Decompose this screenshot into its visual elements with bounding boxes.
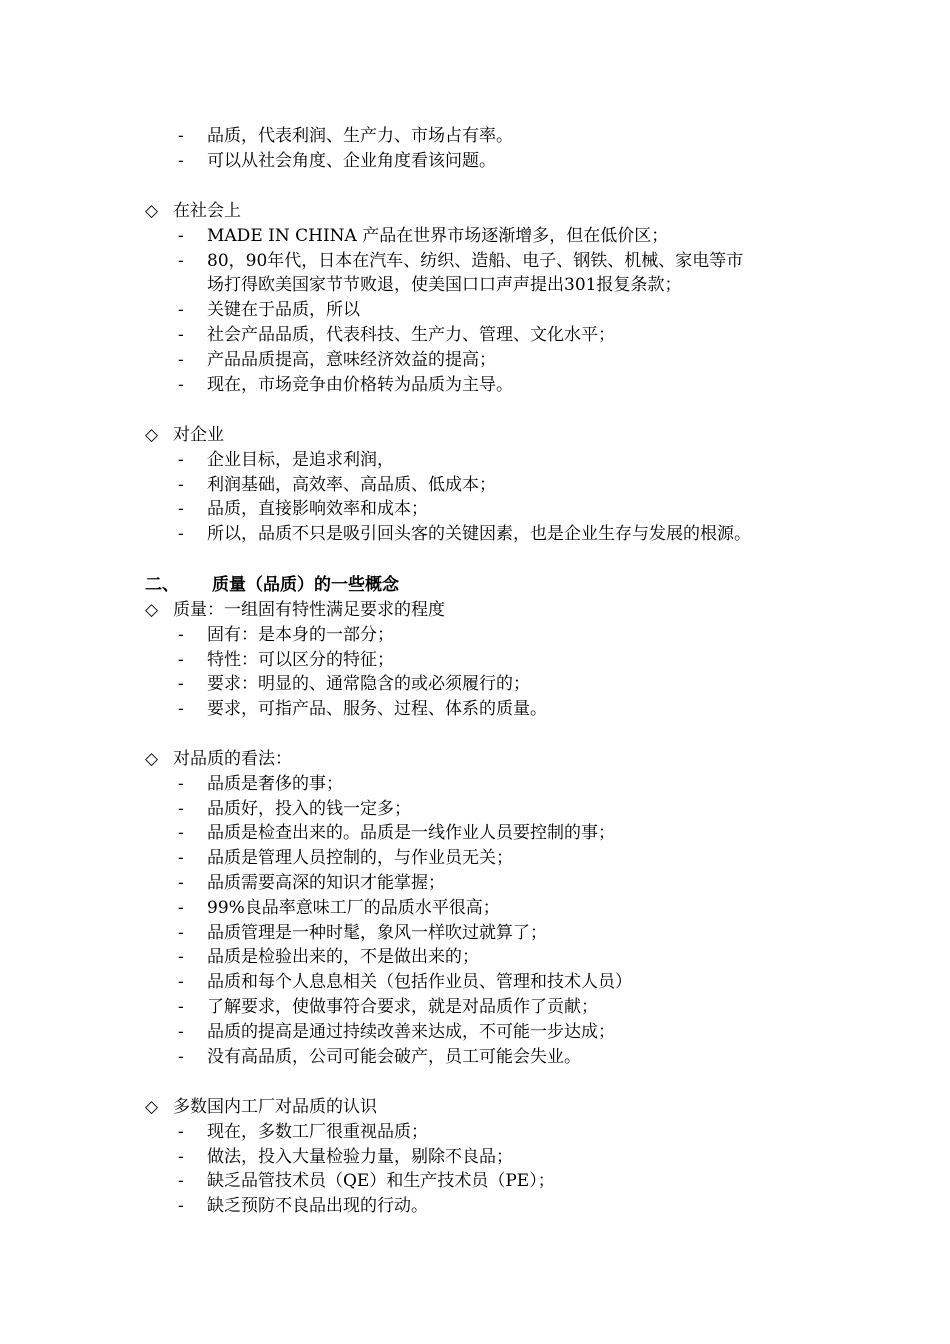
list-item: - 利润基础，高效率、高品质、低成本； (178, 474, 496, 495)
list-item: - 品质的提高是通过持续改善来达成，不可能一步达成； (178, 1021, 615, 1042)
diamond-icon: ◇ (145, 201, 159, 221)
section-heading: ◇ 在社会上 (145, 199, 845, 224)
list-item: - 社会产品品质，代表科技、生产力、管理、文化水平； (178, 324, 615, 345)
intro-list (145, 124, 845, 174)
list-item: - 品质是检验出来的，不是做出来的； (178, 947, 479, 968)
list-item: - 可以从社会角度、企业角度看该问题。 (178, 150, 496, 171)
list-item: - MADE IN CHINA 产品在世界市场逐渐增多，但在低价区； (178, 225, 669, 246)
list-item: - 固有：是本身的一部分； (178, 624, 394, 645)
section-heading: ◇ 对品质的看法： (145, 747, 845, 772)
diamond-icon: ◇ (145, 600, 159, 620)
list-item: - 关键在于品质，所以 (178, 300, 360, 321)
quality-definition-section (145, 598, 845, 722)
list-item: - 80，90年代，日本在汽车、纺织、造船、电子、钢铁、机械、家电等市 (178, 250, 744, 271)
list-item: - 现在，市场竞争由价格转为品质为主导。 (178, 374, 513, 395)
list-item: - 了解要求，使做事符合要求，就是对品质作了贡献； (178, 996, 598, 1017)
list-item: - 品质是奢侈的事； (178, 773, 343, 794)
list-item: - 现在，多数工厂很重视品质； (178, 1121, 428, 1142)
diamond-icon: ◇ (145, 749, 159, 769)
list-item: - 做法，投入大量检验力量，剔除不良品； (178, 1146, 513, 1167)
diamond-icon: ◇ (145, 425, 159, 445)
list-item-continuation: 场打得欧美国家节节败退，使美国口口声声提出301报复条款； (207, 275, 682, 296)
list-item: - 品质是管理人员控制的，与作业员无关； (178, 848, 513, 869)
list-item: - 品质是检查出来的。品质是一线作业人员要控制的事； (178, 823, 615, 844)
list-item: - 品质需要高深的知识才能掌握； (178, 872, 445, 893)
section-title: 二、 质量（品质）的一些概念 (145, 575, 399, 595)
list-item: - 没有高品质，公司可能会破产，员工可能会失业。 (178, 1046, 581, 1067)
list-item: - 品质好，投入的钱一定多； (178, 798, 411, 819)
section-heading: ◇ 对企业 (145, 423, 845, 448)
list-item: - 企业目标，是追求利润， (178, 449, 394, 470)
section-heading: ◇ 多数国内工厂对品质的认识 (145, 1095, 845, 1120)
list-item: - 缺乏品管技术员（QE）和生产技术员（PE）； (178, 1171, 555, 1192)
list-item: - 所以，品质不只是吸引回头客的关键因素，也是企业生存与发展的根源。 (178, 524, 751, 545)
list-item: - 品质，直接影响效率和成本； (178, 499, 428, 520)
section-heading: ◇ 质量：一组固有特性满足要求的程度 (145, 598, 845, 623)
list-item: - 99%良品率意味工厂的品质水平很高； (178, 897, 500, 918)
list-item: - 缺乏预防不良品出现的行动。 (178, 1196, 428, 1217)
section-2 (145, 573, 845, 598)
list-item: - 品质，代表利润、生产力、市场占有率。 (178, 126, 513, 146)
list-item: - 产品品质提高，意味经济效益的提高； (178, 349, 496, 370)
list-item: - 品质管理是一种时髦，象风一样吹过就算了； (178, 922, 547, 943)
factories-section (145, 1095, 845, 1219)
list-item: - 要求：明显的、通常隐含的或必须履行的； (178, 674, 530, 695)
society-section (145, 199, 845, 397)
list-item: - 特性：可以区分的特征； (178, 649, 394, 670)
enterprise-section (145, 423, 845, 547)
list-item: - 品质和每个人息息相关（包括作业员、管理和技术人员） (178, 972, 632, 993)
list-item: - 要求，可指产品、服务、过程、体系的质量。 (178, 699, 547, 720)
views-section (145, 747, 845, 1069)
diamond-icon: ◇ (145, 1097, 159, 1117)
